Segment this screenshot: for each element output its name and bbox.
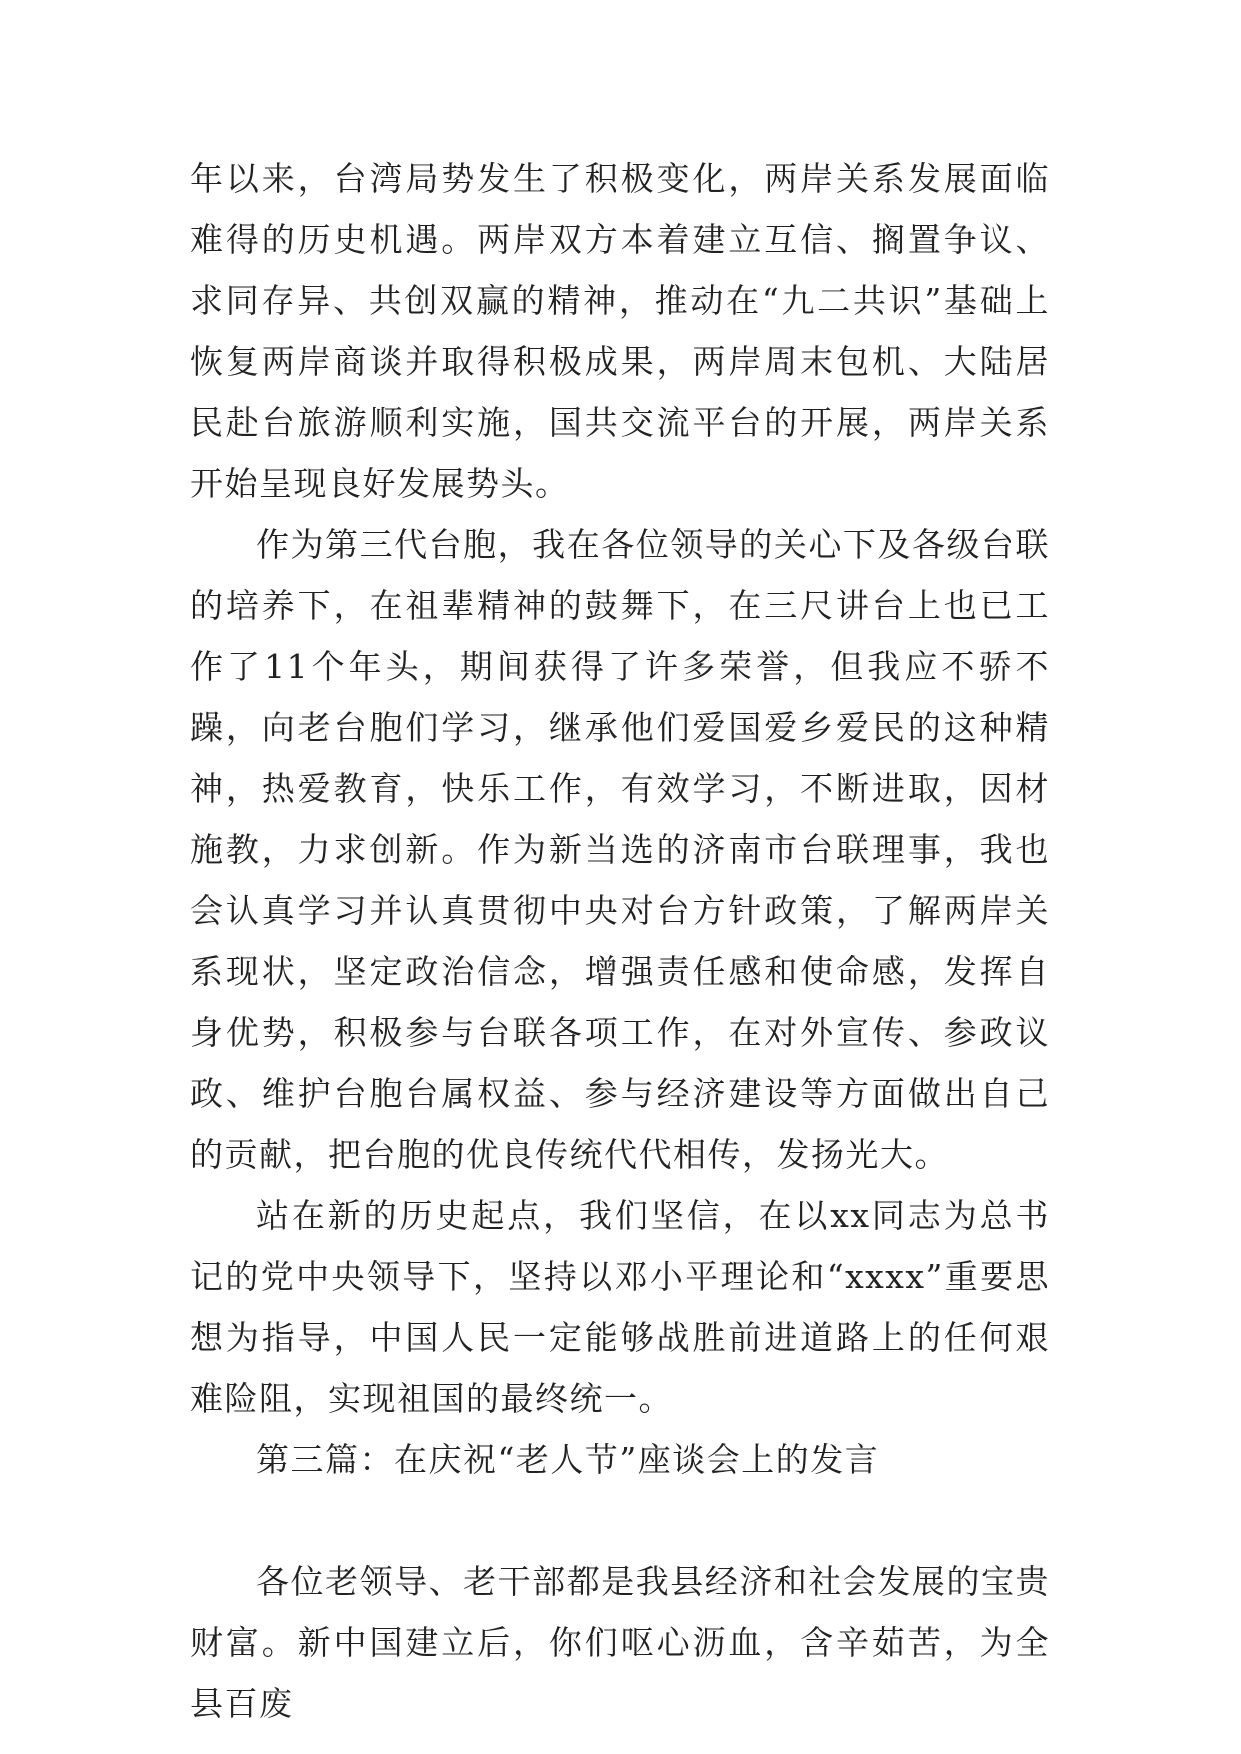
section-heading: 第三篇：在庆祝“老人节”座谈会上的发言 bbox=[256, 1440, 880, 1479]
paragraph-cross-strait: 年以来，台湾局势发生了积极变化，两岸关系发展面临难得的历史机遇。两岸双方本着建立互信、搁置争议、求同存异、共创双赢的精神，推动在“九二共识”基础上恢复两岸商谈并取得积极成果，两岸周末包机、大陆居民赴台旅游顺利实施，国共交流平台的开展，两岸关系开始呈现良好发展势头。 bbox=[190, 159, 1050, 503]
paragraph-reunification: 站在新的历史起点，我们坚信，在以xx同志为总书记的党中央领导下，坚持以邓小平理论和“xxxx”重要思想为指导，中国人民一定能够战胜前进道路上的任何艰难险阻，实现祖国的最终统一。 bbox=[190, 1196, 1050, 1418]
blank-line bbox=[190, 1490, 1050, 1551]
paragraph-third-generation: 作为第三代台胞，我在各位领导的关心下及各级台联的培养下，在祖辈精神的鼓舞下，在三尺讲台上也已工作了11个年头，期间获得了许多荣誉，但我应不骄不躁，向老台胞们学习，继承他们爱国爱乡爱民的这种精神，热爱教育，快乐工作，有效学习，不断进取，因材施教，力求创新。作为新当选的济南市台联理事，我也会认真学习并认真贯彻中央对台方针政策，了解两岸关系现状，坚定政治信念，增强责任感和使命感，发挥自身优势，积极参与台联各项工作，在对外宣传、参政议政、维护台胞台属权益、参与经济建设等方面做出自己的贡献，把台胞的优良传统代代相传，发扬光大。 bbox=[190, 525, 1050, 1174]
paragraph-elders: 各位老领导、老干部都是我县经济和社会发展的宝贵财富。新中国建立后，你们呕心沥血，含辛茹苦，为全县百废 bbox=[190, 1562, 1050, 1723]
document-body bbox=[190, 148, 1050, 1734]
